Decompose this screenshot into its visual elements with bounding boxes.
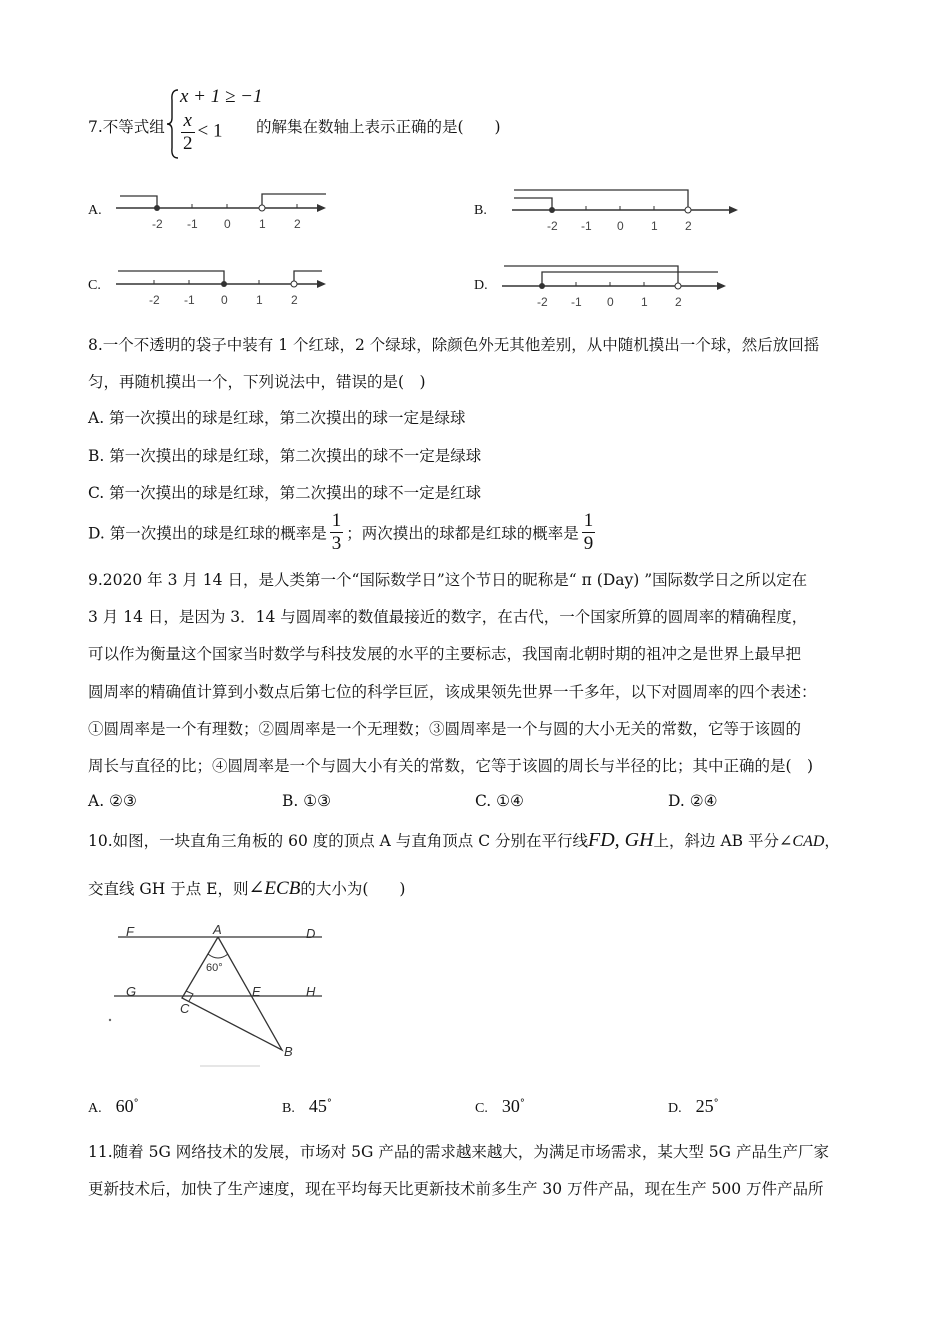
tick-label: 1 bbox=[259, 217, 266, 231]
tick-label: 2 bbox=[291, 293, 298, 307]
tick-label: 2 bbox=[675, 295, 682, 309]
q10-figure bbox=[100, 920, 330, 1070]
q9-option-b[interactable]: B. ①③ bbox=[282, 792, 332, 810]
q7-option-c-label[interactable]: C. bbox=[88, 278, 101, 293]
tick-label: -1 bbox=[187, 217, 198, 231]
q7-option-d-label[interactable]: D. bbox=[474, 278, 488, 293]
q8-option-c[interactable]: C. 第一次摸出的球是红球，第二次摸出的球不一定是红球 bbox=[88, 484, 482, 502]
q10-option-a[interactable]: A. 60° bbox=[88, 1096, 139, 1116]
q8-option-d-prefix: D. 第一次摸出的球是红球的概率是 bbox=[88, 524, 327, 543]
tick-label: 1 bbox=[651, 219, 658, 233]
q8-option-d[interactable] bbox=[88, 510, 598, 555]
q7-inequality-2: $\frac{x}{2}$ < 1 bbox=[183, 110, 223, 154]
q10-line-1: 10.如图，一块直角三角板的 60 度的顶点 A 与直角顶点 C 分别在平行线FD, GH上，斜边 AB 平分∠CAD， bbox=[88, 829, 840, 851]
q9-line-5: ①圆周率是一个有理数；②圆周率是一个无理数；③圆周率是一个与圆的大小无关的常数，它等于该圆的 bbox=[88, 720, 802, 738]
svg-text:B: B bbox=[284, 1044, 293, 1059]
q10-option-b[interactable]: B. 45° bbox=[282, 1096, 332, 1116]
tick-label: -2 bbox=[149, 293, 160, 307]
q7-option-b-number-line[interactable] bbox=[508, 184, 744, 236]
q8-line-1: 8.一个不透明的袋子中装有 1 个红球，2 个绿球，除颜色外无其他差别，从中随机摸出一个球，然后放回摇 bbox=[88, 336, 820, 354]
tick-label: -1 bbox=[571, 295, 582, 309]
q9-line-4: 圆周率的精确值计算到小数点后第七位的科学巨匠，该成果领先世界一千多年，以下对圆周率的四个表述： bbox=[88, 683, 817, 701]
tick-label: 1 bbox=[256, 293, 263, 307]
q8-option-a[interactable]: A. 第一次摸出的球是红球，第二次摸出的球一定是绿球 bbox=[88, 409, 466, 427]
tick-label: 0 bbox=[607, 295, 614, 309]
q7-option-d-number-line[interactable] bbox=[498, 260, 734, 312]
q11-line-2: 更新技术后，加快了生产速度，现在平均每天比更新技术前多生产 30 万件产品，现在生产 500 万件产品所 bbox=[88, 1180, 824, 1198]
tick-label: 2 bbox=[294, 217, 301, 231]
tick-label: 2 bbox=[685, 219, 692, 233]
svg-text:H: H bbox=[306, 984, 316, 999]
tick-label: -2 bbox=[547, 219, 558, 233]
q7-option-a-number-line[interactable] bbox=[112, 186, 332, 234]
tick-label: -2 bbox=[152, 217, 163, 231]
q7-inequality-1: x + 1 ≥ −1 bbox=[180, 86, 263, 107]
tick-label: 1 bbox=[641, 295, 648, 309]
q10-option-d[interactable]: D. 25° bbox=[668, 1096, 719, 1116]
q7-prefix: 7.不等式组 bbox=[88, 118, 165, 136]
q7-option-c-number-line[interactable] bbox=[112, 262, 332, 310]
q9-line-6: 周长与直径的比；④圆周率是一个与圆大小有关的常数，它等于该圆的周长与半径的比；其中正确的是( ) bbox=[88, 757, 814, 775]
q7-option-a-label[interactable]: A. bbox=[88, 203, 102, 218]
svg-text:D: D bbox=[306, 926, 316, 941]
svg-text:A: A bbox=[213, 922, 222, 937]
tick-label: 0 bbox=[224, 217, 231, 231]
svg-text:F: F bbox=[126, 924, 134, 939]
q8-line-2: 匀，再随机摸出一个，下列说法中，错误的是( ) bbox=[88, 373, 426, 391]
q8-option-b[interactable]: B. 第一次摸出的球是红球，第二次摸出的球不一定是绿球 bbox=[88, 447, 482, 465]
q7-suffix: 的解集在数轴上表示正确的是( ) bbox=[256, 118, 501, 136]
q9-option-d[interactable]: D. ②④ bbox=[668, 792, 718, 810]
tick-label: -2 bbox=[537, 295, 548, 309]
q9-line-1: 9.2020 年 3 月 14 日，是人类第一个“国际数学日”这个节日的昵称是“ π (Day) ”国际数学日之所以定在 bbox=[88, 571, 808, 589]
q10-option-c[interactable]: C. 30° bbox=[475, 1096, 525, 1116]
q11-line-1: 11.随着 5G 网络技术的发展，市场对 5G 产品的需求越来越大，为满足市场需求，某大型 5G 产品生产厂家 bbox=[88, 1143, 829, 1161]
tick-label: -1 bbox=[581, 219, 592, 233]
q10-line-2: 交直线 GH 于点 E，则∠ECB的大小为( ) bbox=[88, 878, 406, 899]
tick-label: 0 bbox=[221, 293, 228, 307]
q7-option-b-label[interactable]: B. bbox=[474, 203, 487, 218]
svg-text:60°: 60° bbox=[206, 962, 223, 974]
q9-line-2: 3 月 14 日，是因为 3．14 与圆周率的数值最接近的数字，在古代，一个国家所算的圆周率的精确程度， bbox=[88, 608, 808, 626]
tick-label: 0 bbox=[617, 219, 624, 233]
q9-option-c[interactable]: C. ①④ bbox=[475, 792, 524, 810]
q8-option-d-mid: ；两次摸出的球都是红球的概率是 bbox=[346, 524, 579, 543]
tick-label: -1 bbox=[184, 293, 195, 307]
q9-option-a[interactable]: A. ②③ bbox=[88, 792, 137, 810]
fraction-one-third: $\frac{1}{3}$ bbox=[331, 510, 342, 554]
svg-text:C: C bbox=[180, 1001, 190, 1016]
svg-text:E: E bbox=[252, 984, 261, 999]
q9-line-3: 可以作为衡量这个国家当时数学与科技发展的水平的主要标志，我国南北朝时期的祖冲之是世界上最早把 bbox=[88, 645, 802, 663]
fraction-one-ninth: $\frac{1}{9}$ bbox=[583, 510, 594, 554]
svg-text:G: G bbox=[126, 984, 137, 999]
